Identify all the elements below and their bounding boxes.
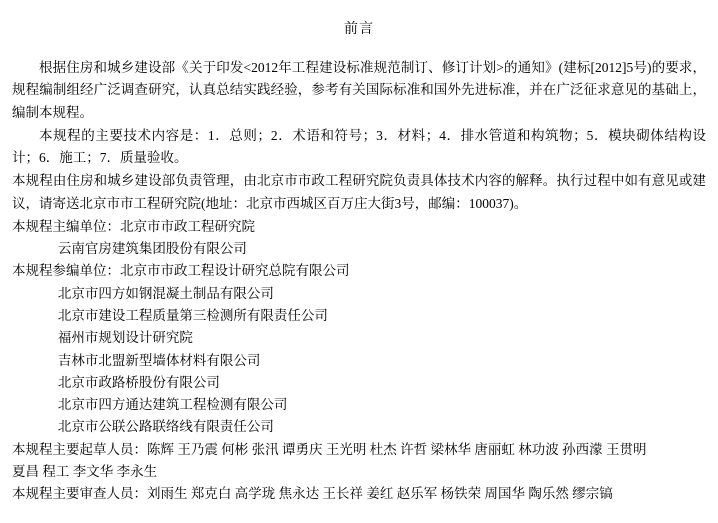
participating-unit-label: 本规程参编单位： (12, 263, 120, 279)
participating-unit-item: 北京市公联公路联络线有限责任公司 (57, 419, 274, 435)
drafters-label: 本规程主要起草人员： (12, 441, 147, 457)
reviewers-names: 刘雨生 郑克白 高学珑 焦永达 王长祥 姜红 赵乐军 杨铁荣 周国华 陶乐然 缪宗镐 (147, 486, 613, 502)
paragraph-administration: 本规程由住房和城乡建设部负责管理，由北京市市政工程研究院负责具体技术内容的解释。执行过程中如有意见或建议，请寄送北京市市工程研究院(地址：北京市西城区百万庄大街3号，邮编：100037)。 (12, 173, 706, 211)
participating-unit-line (12, 260, 706, 282)
chief-editor-unit-first: 北京市市政工程研究院 (120, 218, 255, 234)
chief-editor-unit-line (12, 216, 706, 238)
participating-unit-item: 福州市规划设计研究院 (57, 330, 193, 346)
drafters-names-continued: 夏昌 程工 李文华 李永生 (12, 463, 158, 479)
drafters-line (12, 439, 706, 461)
participating-unit-item: 北京市建设工程质量第三检测所有限责任公司 (57, 308, 328, 324)
paragraph-contents: 本规程的主要技术内容是：1．总则；2．术语和符号；3．材料；4．排水管道和构筑物；5．模块砌体结构设计；6．施工；7．质量验收。 (12, 127, 706, 166)
page-title: 前言 (344, 22, 374, 37)
participating-unit-item: 北京市四方通达建筑工程检测有限公司 (57, 397, 288, 413)
participating-unit-item: 吉林市北盟新型墙体材料有限公司 (57, 352, 261, 368)
drafters-names: 陈辉 王乃震 何彬 张汛 谭勇庆 王光明 杜杰 许哲 梁林华 唐丽虹 林功波 孙西濛 王贯明 (147, 441, 647, 457)
chief-editor-unit-label: 本规程主编单位： (12, 218, 120, 234)
reviewers-line (12, 483, 706, 505)
participating-unit-first: 北京市市政工程设计研究总院有限公司 (120, 263, 350, 279)
chief-editor-unit-item: 云南官房建筑集团股份有限公司 (57, 241, 247, 257)
participating-unit-item: 北京市四方如钢混凝土制品有限公司 (57, 285, 274, 301)
paragraph-background: 根据住房和城乡建设部《关于印发<2012年工程建设标准规范制订、修订计划>的通知》(建标[2012]5号)的要求，规程编制组经广泛调查研究，认真总结实践经验，参考有关国际标准和国外先进标准，并在广泛征求意见的基础上，编制本规程。 (12, 60, 706, 120)
participating-unit-item: 北京市政路桥股份有限公司 (57, 374, 220, 390)
reviewers-label: 本规程主要审查人员： (12, 486, 147, 502)
